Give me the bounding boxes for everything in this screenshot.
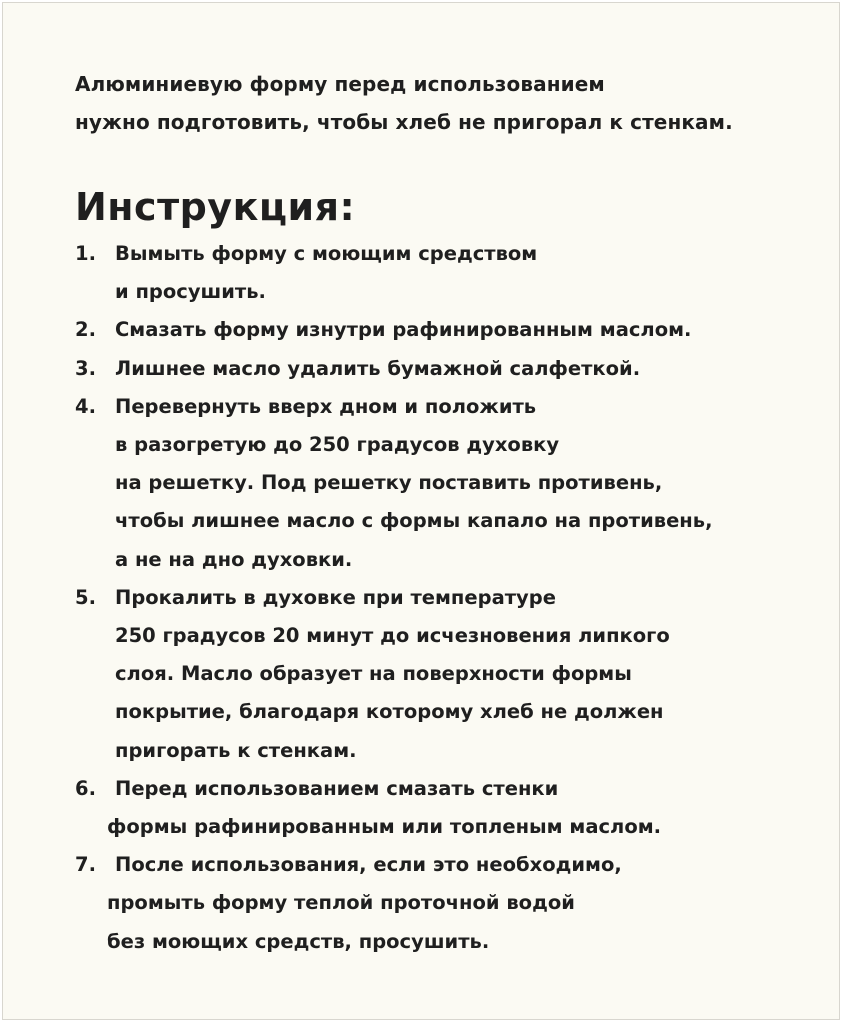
intro-line: Алюминиевую форму перед использованием [75,72,605,96]
step-line: а не на дно духовки. [115,547,353,571]
instruction-step-4 [75,388,835,579]
step-number: 4. [75,394,96,418]
step-line: Лишнее масло удалить бумажной салфеткой. [115,356,641,380]
step-line: пригорать к стенкам. [115,738,357,762]
instruction-step-2 [75,311,835,349]
step-line: Перед использованием смазать стенки [115,776,559,800]
step-line: чтобы лишнее масло с формы капало на противень, [115,509,713,533]
step-number: 3. [75,356,96,380]
step-line: Смазать форму изнутри рафинированным маслом. [115,318,692,342]
step-line: промыть форму теплой проточной водой [107,891,575,915]
instruction-list [75,235,835,961]
step-line: Вымыть форму с моющим средством [115,242,538,265]
step-line: 250 градусов 20 минут до исчезновения липкого [115,624,670,648]
step-number: 5. [75,585,96,609]
intro-paragraph [75,65,815,141]
intro-line: нужно подготовить, чтобы хлеб не пригорал к стенкам. [75,110,733,134]
step-line: и просушить. [115,280,266,304]
step-line: После использования, если это необходимо, [115,853,622,877]
instructions-heading: Инструкция: [75,185,356,229]
step-line: на решетку. Под решетку поставить противень, [115,471,663,495]
step-number: 1. [75,242,96,265]
instruction-step-7 [75,846,835,961]
step-number: 2. [75,318,96,342]
step-line: без моющих средств, просушить. [107,929,490,953]
instruction-step-6 [75,770,835,846]
instruction-step-5 [75,579,835,770]
instruction-step-3 [75,350,835,388]
document-page [2,2,840,1020]
step-number: 7. [75,853,96,877]
step-line: Перевернуть вверх дном и положить [115,394,537,418]
step-line: формы рафинированным или топленым маслом. [107,815,662,839]
step-line: Прокалить в духовке при температуре [115,585,556,609]
instruction-step-1 [75,235,835,311]
step-line: в разогретую до 250 градусов духовку [115,433,560,457]
step-line: слоя. Масло образует на поверхности формы [115,662,632,686]
step-line: покрытие, благодаря которому хлеб не должен [115,700,664,724]
step-number: 6. [75,776,96,800]
